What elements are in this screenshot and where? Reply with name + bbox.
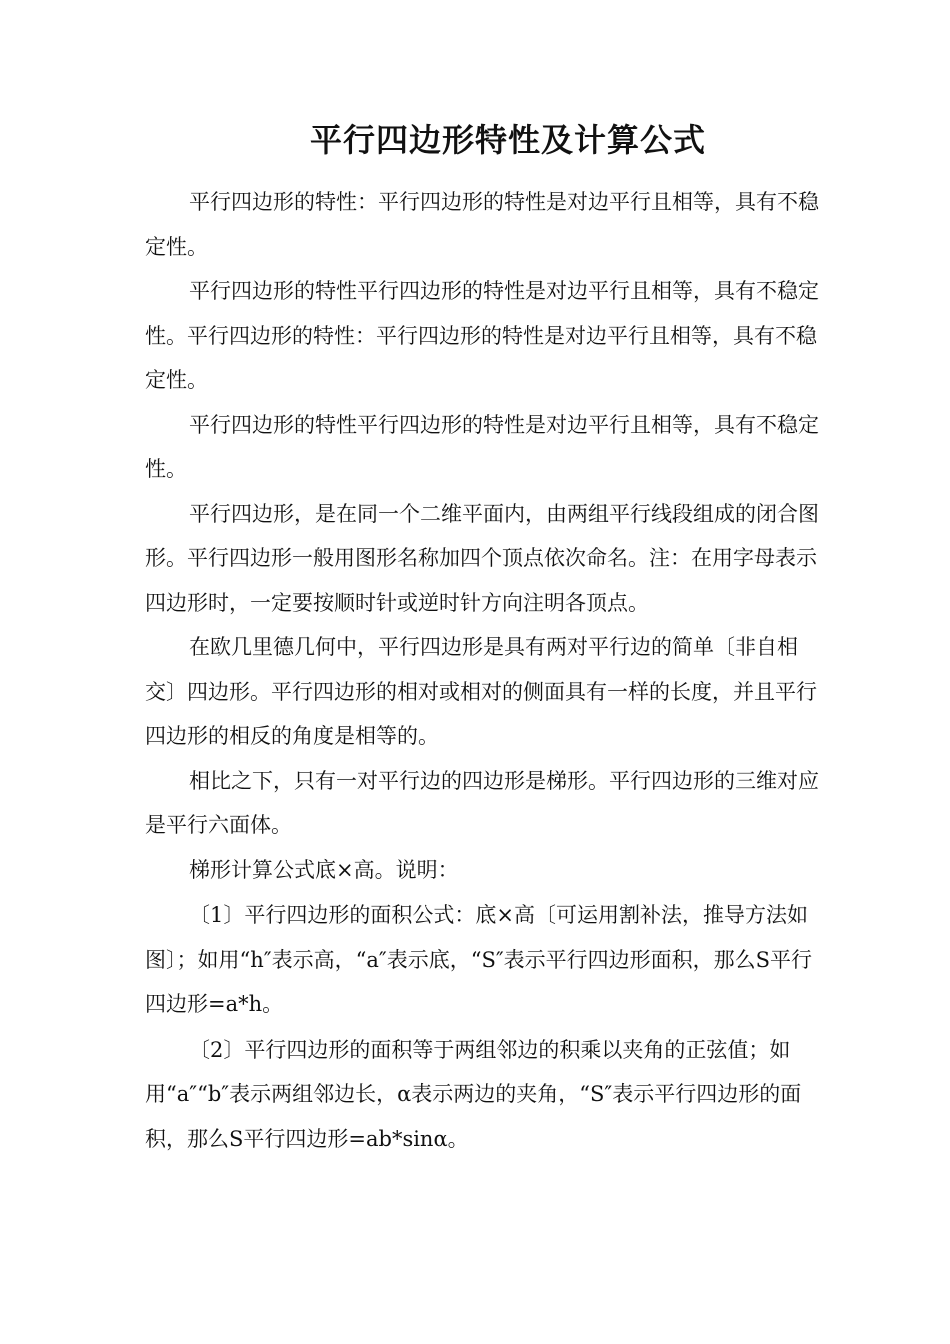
paragraph-8: 〔1〕平行四边形的面积公式：底×高〔可运用割补法，推导方法如图〕；如用“h″表示高，“a″表示底，“S″表示平行四边形面积，那么S平行四边形=a*h。 [145,903,813,1016]
paragraph-4: 平行四边形，是在同一个二维平面内，由两组平行线段组成的闭合图形。平行四边形一般用图形名称加四个顶点依次命名。注：在用字母表示四边形时，一定要按顺时针或逆时针方向注明各顶点。 [145,501,819,615]
paragraph-7: 梯形计算公式底×高。说明： [189,857,459,882]
paragraph-2: 平行四边形的特性平行四边形的特性是对边平行且相等，具有不稳定性。平行四边形的特性：平行四边形的特性是对边平行且相等，具有不稳定性。 [145,279,819,392]
paragraph-1: 平行四边形的特性：平行四边形的特性是对边平行且相等，具有不稳定性。 [145,190,819,259]
document-body [145,180,825,1161]
document-title: 平行四边形特性及计算公式 [309,121,706,159]
paragraph-5: 在欧几里德几何中，平行四边形是具有两对平行边的简单〔非自相交〕四边形。平行四边形的相对或相对的侧面具有一样的长度，并且平行四边形的相反的角度是相等的。 [145,635,817,748]
paragraph-3: 平行四边形的特性平行四边形的特性是对边平行且相等，具有不稳定性。 [145,412,819,481]
paragraph-6: 相比之下，只有一对平行边的四边形是梯形。平行四边形的三维对应是平行六面体。 [145,768,819,837]
paragraph-9: 〔2〕平行四边形的面积等于两组邻边的积乘以夹角的正弦值；如用“a″“b″表示两组邻边长，α表示两边的夹角，“S″表示平行四边形的面积，那么S平行四边形=ab*sinα。 [145,1037,802,1151]
